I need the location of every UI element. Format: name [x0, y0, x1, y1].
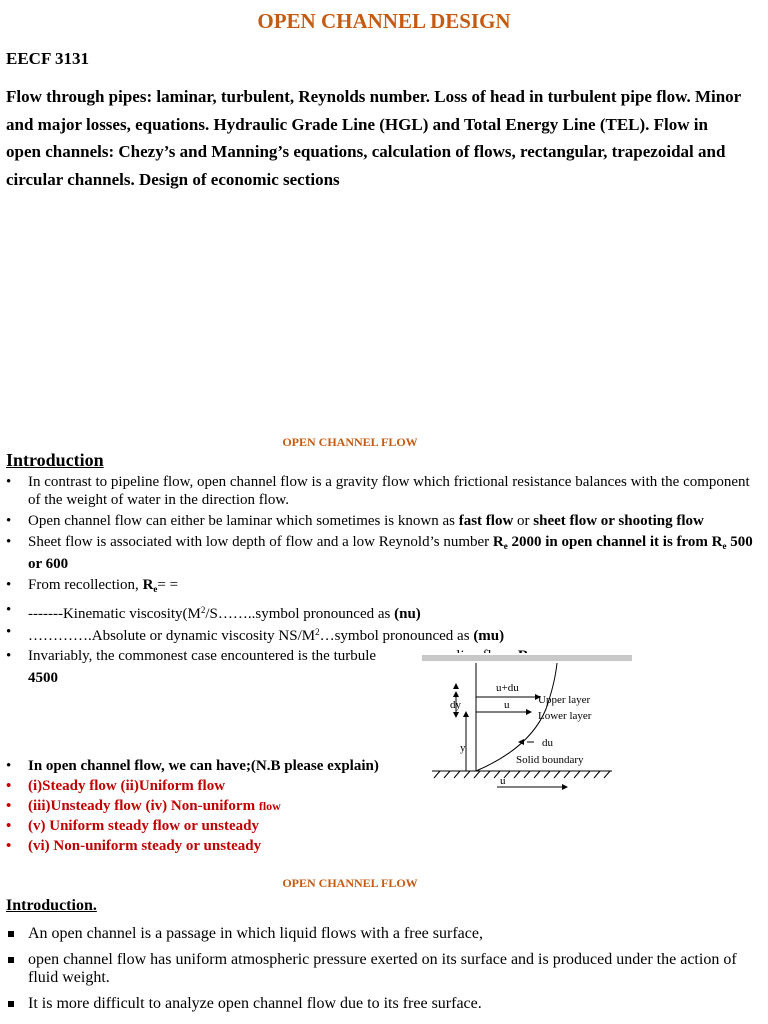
list-item: open channel flow has uniform atmospheric pressure exerted on its surface and is produced under the action of fluid weight. [6, 951, 764, 987]
list-item: • Sheet flow is associated with low depth of flow and a low Reynold’s number $R_e$ 2000 in open channel it is from $R_e$ 500 or 600 [6, 533, 764, 573]
section-title-2: OPEN CHANNEL FLOW [282, 876, 418, 890]
velocity-profile-diagram [422, 653, 632, 798]
list-item: • In contrast to pipeline flow, open channel flow is a gravity flow which frictional resistance balances with the component of the weight of water in the direction flow. [6, 473, 764, 509]
label-du: du [542, 737, 553, 749]
list-item: An open channel is a passage in which liquid flows with a free surface, [6, 925, 764, 943]
open-channel-list [6, 925, 764, 1013]
label-dy: dy [450, 699, 461, 711]
page-title: OPEN CHANNEL DESIGN [257, 9, 511, 33]
list-item: • (vi) Non-uniform steady or unsteady [6, 837, 764, 855]
list-item: • (iii)Unsteady flow (iv) Non-uniform flow [6, 797, 764, 815]
list-item: • In open channel flow, we can have;(N.B please explain) [6, 757, 764, 775]
list-item: It is more difficult to analyze open channel flow due to its free surface. [6, 995, 764, 1013]
boundary-hatching [434, 771, 610, 778]
intro-bullets [6, 473, 764, 687]
list-item: • -------Kinematic $viscosity(M^2/S\dots\dots..symbol$ pronounced as (nu) [6, 601, 764, 623]
flow-types-list [6, 757, 764, 855]
list-item: • ………….Absolute or dynamic viscosity $NS/M^2\dots symbol$ pronounced as (mu) [6, 623, 764, 645]
list-item: • Invariably, the commonest case encountered is the turbule 4500 [6, 647, 764, 687]
list-item: • Open channel flow can either be laminar which sometimes is known as fast flow or sheet flow or shooting flow [6, 512, 764, 530]
intro-heading-1: Introduction [6, 450, 104, 470]
course-summary: Flow through pipes: laminar, turbulent, Reynolds number. Loss of head in turbulent pipe flow. Minor and major losses, equations. Hydraulic Grade Line (HGL) and Total Energy Line (TEL). Flow in open channels: Chezy’s and Manning’s equations, calculation of flows, rectangular, trapezoidal and circular channels. Design of economic sections [6, 87, 741, 189]
label-solid-boundary: Solid boundary [516, 754, 584, 766]
label-u-bottom: u [500, 775, 506, 787]
intro-heading-2: Introduction. [6, 897, 97, 914]
label-u: u [504, 699, 510, 711]
list-item: • (i)Steady flow (ii)Uniform flow [6, 777, 764, 795]
label-y: y [460, 742, 466, 754]
label-lower-layer: Lower layer [538, 710, 592, 722]
list-item: • (v) Uniform steady flow or unsteady [6, 817, 764, 835]
list-item: • From recollection, $R_e=$ = [6, 576, 764, 598]
section-title-1: OPEN CHANNEL FLOW [282, 435, 418, 449]
label-upper-layer: Upper layer [538, 694, 591, 706]
velocity-profile-figure [422, 653, 632, 798]
label-u-du: u+du [496, 682, 519, 694]
course-code: EECF 3131 [6, 49, 89, 68]
